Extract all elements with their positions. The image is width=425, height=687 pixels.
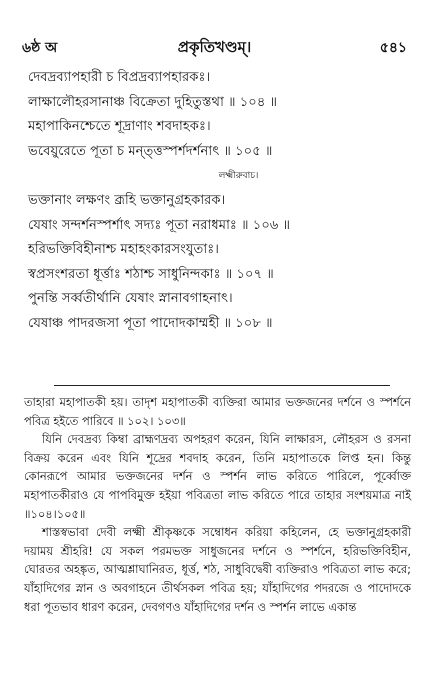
page-number: ৫৪১ [379, 40, 407, 56]
verse-line: হরিভক্তিবিহীনাশ্চ মহাহংকারসংযুতাঃ। [28, 242, 219, 258]
speaker-heading: লক্ষ্মীরুবাচ। [218, 171, 259, 182]
verse-line: যেষাং সন্দর্শনস্পর্শাৎ সদ্যঃ পূতা নরাধমাঃ ॥ ১০৬ ॥ [28, 217, 291, 233]
page-header [22, 36, 407, 56]
verse-line: লাক্ষালৌহরসানাঞ্চ বিক্রেতা দুহিতুস্তথা ॥ ১০৪ ॥ [28, 94, 278, 110]
translation-paragraph: তাহারা মহাপাতকী হয়। তাদৃশ মহাপাতকী ব্যক্তিরা আমার ভক্তজনের দর্শনে ও স্পর্শনে পবিত্র হইতে পারিবে ॥ ১০২। ১০৩॥ [24, 395, 411, 428]
verse-line: যেষাঞ্চ পাদরজসা পূতা পাদোদকাম্মহী ॥ ১০৮ ॥ [28, 315, 273, 331]
sanskrit-verses [28, 66, 409, 337]
verse-line: ভক্তানাং লক্ষণং ব্রূহি ভক্তানুগ্রহকারক। [28, 192, 226, 208]
verse-line: দেবদ্রব্যাপহারী চ বিপ্রদ্রব্যাপহারকঃ। [28, 70, 211, 85]
translation-paragraph: শাস্তস্বভাবা দেবী লক্ষ্মী শ্রীকৃষ্ণকে সম্বোধন করিয়া কহিলেন, হে ভক্তানুগ্রহকারী দয়াময় শ্রীহরি! যে সকল পরমভক্ত সাধুজনের দর্শনে ও স্পর্শনে, হরিভক্তিবিহীন, ঘোরতর অহঙ্কৃত, আত্মশ্লাঘানিরত, ধূর্ত্ত, শঠ, সাধুবিদ্বেষী ব্যক্তিরাও পবিত্রতা লাভ করে; যাঁহাদিগের স্নান ও অবগাহনে তীর্থসকল পবিত্র হয়; যাঁহাদিগের পদরজে ও পাদোদকে ধরা পূতভাব ধারণ করেন, দেবগণও যাঁহাদিগের দর্শন ও স্পর্শন লাভে একান্ত [24, 525, 411, 614]
bengali-translation [24, 393, 411, 616]
verse-line: স্বপ্রসংশরতা ধূর্ত্তাঃ শঠাশ্চ সাধুনিন্দকাঃ ॥ ১০৭ ॥ [28, 266, 274, 282]
page-title: প্রকৃতিখণ্ডম্‌। [177, 38, 252, 56]
translation-paragraph: যিনি দেবদ্রব্য কিম্বা ব্রাহ্মণদ্রব্য অপহরণ করেন, যিনি লাক্ষারস, লৌহরস ও রসনা বিক্রয় করেন এবং যিনি শূদ্রের শবদাহ করেন, তিনি মহাপাতকে লিপ্ত হন। কিন্তু কোনরূপে আমার ভক্তজনের দর্শন ও স্পর্শন লাভ করিতে পারিলে, পূর্ব্বোক্ত মহাপাতকীরাও যে পাপবিমুক্ত হইয়া পবিত্রতা লাভ করিতে পারে তাহার সংশয়মাত্র নাই ॥১০৪।১০৫॥ [24, 432, 411, 521]
section-divider [54, 385, 390, 386]
chapter-label: ৬ষ্ঠ অ [22, 40, 58, 56]
verse-line: মহাপাকিনশ্চেতে শূদ্রাণাং শবদাহকঃ। [28, 119, 211, 135]
verse-line: পুনন্তি সর্ব্বতীর্থানি যেষাং স্নানাবগাহনাৎ। [28, 291, 233, 307]
verse-line: ভবেয়ুরেতে পূতা চ মন্ত্ত্তস্পর্শদর্শনাৎ ॥ ১০৫ ॥ [28, 143, 273, 159]
